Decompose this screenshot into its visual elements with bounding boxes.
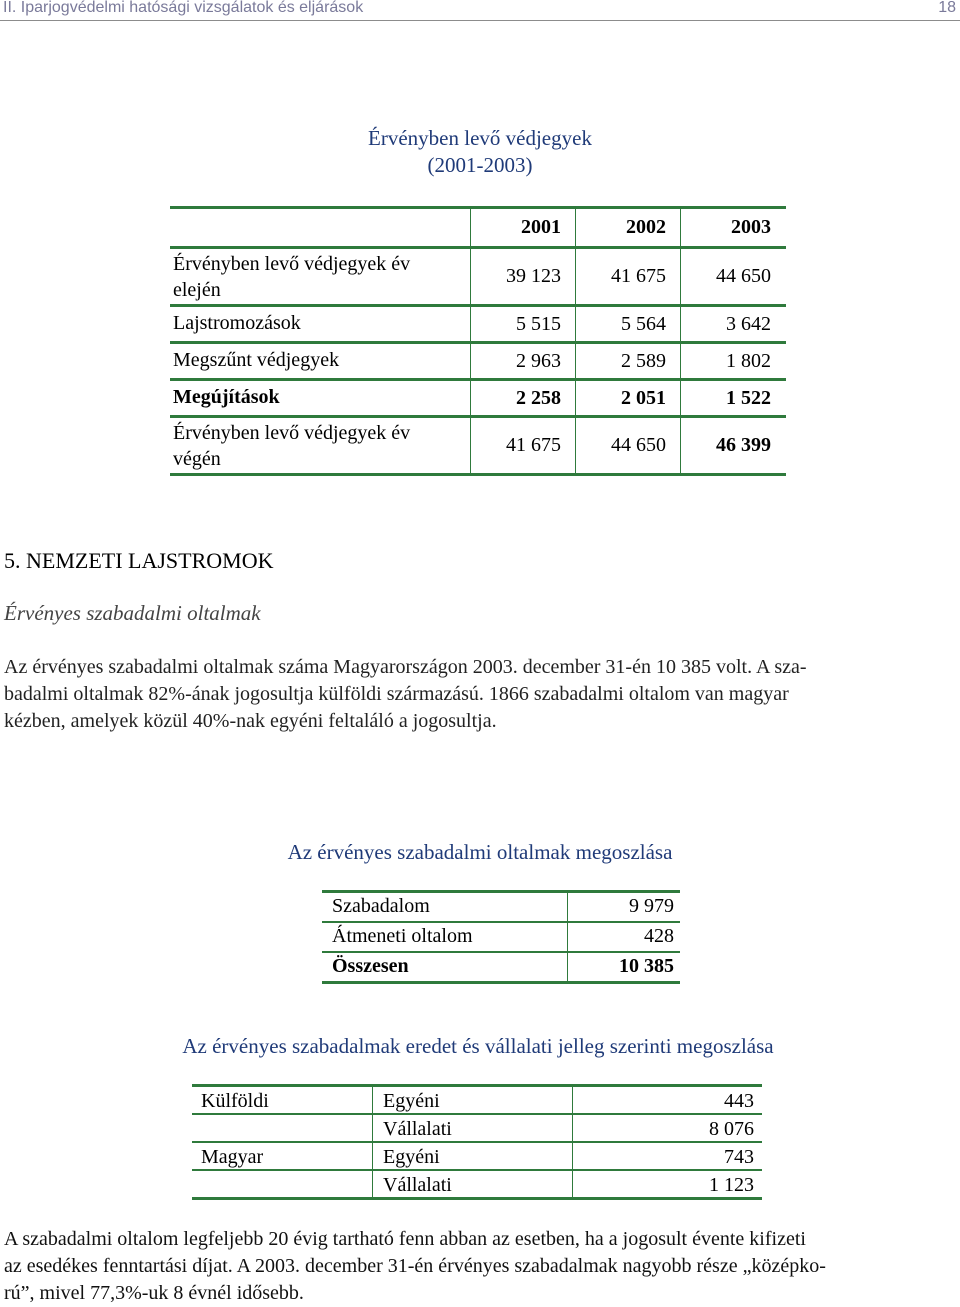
origin-cell: Külföldi [201,1090,269,1112]
table2-title: Az érvényes szabadalmi oltalmak megoszlása [287,840,673,864]
value-cell: 3 642 [680,307,785,341]
value-cell: 1 123 [709,1174,754,1196]
value-cell: 9 979 [629,895,674,917]
table1-title-line2: (2001-2003) [427,153,533,177]
paragraph-1: Az érvényes szabadalmi oltalmak száma Magyarországon 2003. december 31-én 10 385 volt. A sza- badalmi oltalmak 82%-ának jogosultja külföldi származású. 1866 szabadalmi oltalom van magyar kézben, amelyek közül 40%-nak egyéni feltaláló a jogosultja. [4,656,807,732]
page-number: 18 [938,0,956,16]
row-label: Érvényben levő védjegyek év végén [173,422,411,470]
type-cell: Egyéni [383,1146,440,1168]
table-row [322,923,680,953]
paragraph-2: A szabadalmi oltalom legfeljebb 20 évig tartható fenn abban az esetben, ha a jogosult évente kifizeti az esedékes fenntartási díjat. A 2003. december 31-én érvényes szabadalmak nagyobb része „középko- rú”, mivel 77,3%-uk 8 évnél idősebb. [4,1228,826,1304]
type-cell: Vállalati [383,1118,452,1140]
table-row [170,249,786,307]
row-label: Megújítások [173,386,280,408]
value-cell: 8 076 [709,1118,754,1140]
table3-title: Az érvényes szabadalmak eredet és vállalati jelleg szerinti megoszlása [182,1034,774,1058]
patent-distribution-table [322,890,680,984]
table-row [192,1143,762,1171]
row-label: Lajstromozások [173,312,301,334]
chapter-title: II. Iparjogvédelmi hatósági vizsgálatok és eljárások [3,0,364,16]
table-row [192,1115,762,1143]
value-cell: 44 650 [575,418,680,473]
value-cell: 2 589 [575,344,680,378]
value-cell: 2 963 [470,344,575,378]
table-row [192,1084,762,1115]
year-header: 2002 [575,209,680,246]
patent-origin-table [192,1084,762,1200]
value-cell: 5 515 [470,307,575,341]
row-label: Megszűnt védjegyek [173,349,340,371]
table1-header-row [170,206,786,249]
section-heading: 5. NEMZETI LAJSTROMOK [4,548,274,573]
table1-title [0,126,960,178]
table1-title-line1: Érvényben levő védjegyek [368,126,592,150]
row-label: Átmeneti oltalom [332,925,473,947]
value-cell: 10 385 [619,955,674,977]
value-cell: 41 675 [575,249,680,304]
value-cell: 39 123 [470,249,575,304]
origin-cell: Magyar [201,1146,264,1168]
table-row [170,418,786,476]
row-label: Szabadalom [332,895,430,917]
running-header [0,0,960,21]
row-label: Érvényben levő védjegyek év elején [173,253,411,301]
value-cell: 2 258 [470,381,575,415]
table-row [170,307,786,344]
table-row [192,1171,762,1200]
row-label: Összesen [332,955,409,977]
value-cell: 46 399 [680,418,785,473]
table-row [170,381,786,418]
value-cell: 443 [724,1090,754,1112]
table-row [170,344,786,381]
value-cell: 1 522 [680,381,785,415]
value-cell: 44 650 [680,249,785,304]
value-cell: 743 [724,1146,754,1168]
type-cell: Vállalati [383,1174,452,1196]
table-row [322,890,680,923]
table-row [322,953,680,984]
trademark-table [170,206,786,476]
value-cell: 428 [644,925,674,947]
year-header: 2003 [680,209,785,246]
type-cell: Egyéni [383,1090,440,1112]
value-cell: 1 802 [680,344,785,378]
year-header: 2001 [470,209,575,246]
value-cell: 5 564 [575,307,680,341]
section-subheading: Érvényes szabadalmi oltalmak [4,601,261,625]
value-cell: 41 675 [470,418,575,473]
value-cell: 2 051 [575,381,680,415]
